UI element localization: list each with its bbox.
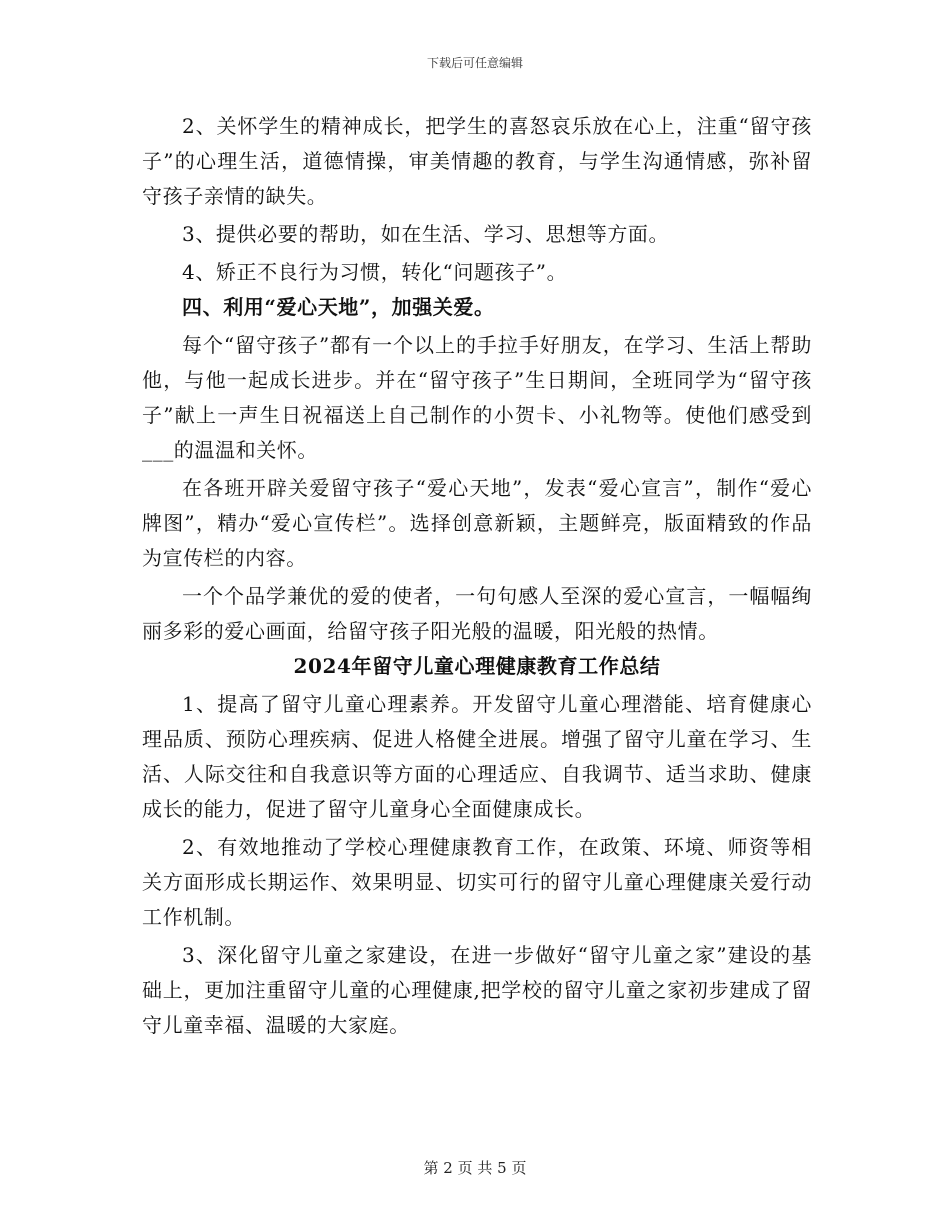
paragraph-summary-2: 2、有效地推动了学校心理健康教育工作，在政策、环境、师资等相关方面形成长期运作、效果明显、切实可行的留守儿童心理健康关爱行动工作机制。 (142, 835, 812, 929)
paragraph-help: 3、提供必要的帮助，如在生活、学习、思想等方面。 (182, 222, 670, 246)
paragraph-summary-1: 1、提高了留守儿童心理素养。开发留守儿童心理潜能、培育健康心理品质、预防心理疾病、促进人格健全进展。增强了留守儿童在学习、生活、人际交往和自我意识等方面的心理适应、自我调节、适当求助、健康成长的能力，促进了留守儿童身心全面健康成长。 (142, 692, 812, 821)
paragraph-care-growth: 2、关怀学生的精神成长，把学生的喜怒哀乐放在心上，注重“留守孩子”的心理生活，道德情操，审美情趣的教育，与学生沟通情感，弥补留守孩子亲情的缺失。 (142, 114, 812, 208)
page-number: 第 2 页 共 5 页 (423, 1159, 527, 1177)
paragraph-correct-behavior: 4、矫正不良行为习惯，转化“问题孩子”。 (182, 260, 568, 284)
paragraph-summary-3: 3、深化留守儿童之家建设，在进一步做好“留守儿童之家”建设的基础上，更加注重留守儿童的心理健康,把学校的留守儿童之家初步建成了留守儿童幸福、温暖的大家庭。 (142, 943, 812, 1037)
paragraph-love-corner: 在各班开辟关爱留守孩子“爱心天地”，发表“爱心宣言”，制作“爱心牌图”，精办“爱心宣传栏”。选择创意新颖，主题鲜亮，版面精致的作品为宣传栏的内容。 (142, 476, 812, 570)
page-header: 下载后可任意编辑 (426, 56, 523, 70)
section-heading-love-space: 四、利用“爱心天地”，加强关爱。 (182, 295, 495, 319)
document-body (142, 109, 812, 1043)
paragraph-messengers: 一个个品学兼优的爱的使者，一句句感人至深的爱心宣言，一幅幅绚丽多彩的爱心画面，给留守孩子阳光般的温暖，阳光般的热情。 (142, 584, 812, 643)
document-title: 2024年留守儿童心理健康教育工作总结 (293, 654, 661, 678)
paragraph-friends: 每个“留守孩子”都有一个以上的手拉手好朋友，在学习、生活上帮助他，与他一起成长进步。并在“留守孩子”生日期间，全班同学为“留守孩子”献上一声生日祝福送上自己制作的小贺卡、小礼物等。使他们感受到___的温温和关怀。 (142, 333, 812, 462)
